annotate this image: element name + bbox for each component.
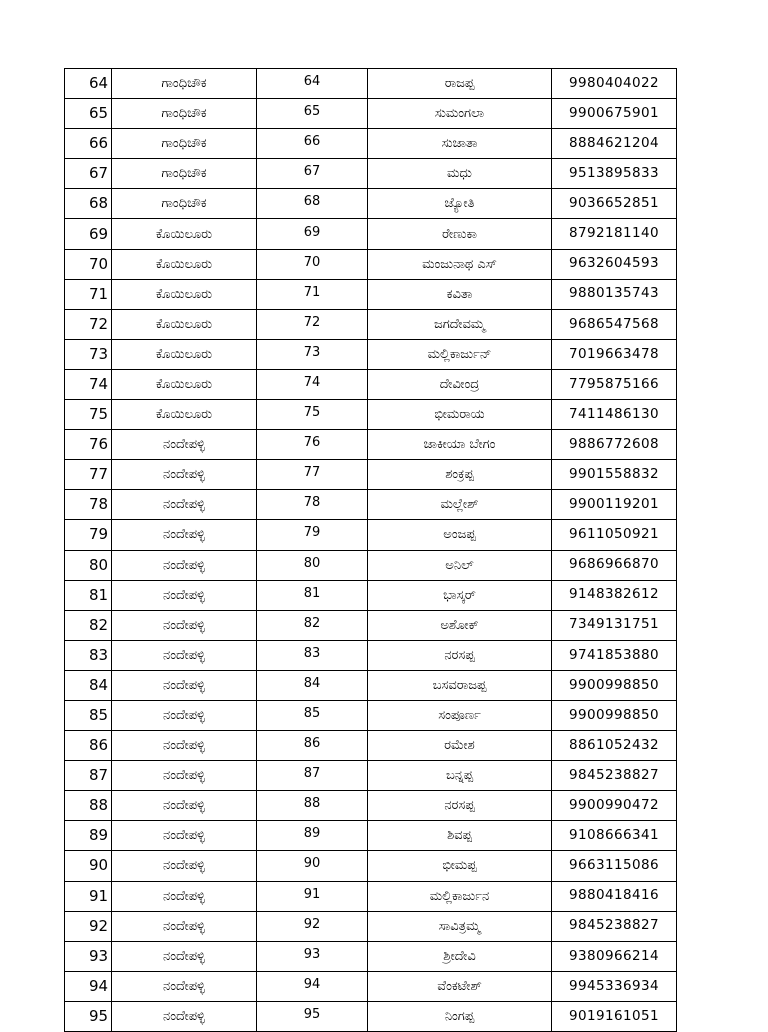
name-cell: ನರಸಪ್ಪ bbox=[368, 791, 552, 821]
phone-cell: 7349131751 bbox=[552, 610, 677, 640]
table-row bbox=[65, 851, 677, 881]
phone-cell: 9380966214 bbox=[552, 941, 677, 971]
number-cell: 90 bbox=[257, 851, 368, 881]
table-row bbox=[65, 881, 677, 911]
phone-cell: 9019161051 bbox=[552, 1001, 677, 1031]
phone-cell: 9945336934 bbox=[552, 971, 677, 1001]
number-cell: 66 bbox=[257, 129, 368, 159]
name-cell: ರೇಣುಕಾ bbox=[368, 219, 552, 249]
table-row bbox=[65, 189, 677, 219]
number-cell: 67 bbox=[257, 159, 368, 189]
village-cell: ನಂದೇಪಳ್ಳಿ bbox=[112, 881, 257, 911]
village-cell: ನಂದೇಪಳ್ಳಿ bbox=[112, 971, 257, 1001]
table-row bbox=[65, 791, 677, 821]
table-row bbox=[65, 219, 677, 249]
phone-cell: 9741853880 bbox=[552, 640, 677, 670]
table-row bbox=[65, 580, 677, 610]
name-cell: ಅಶೋಕ್ bbox=[368, 610, 552, 640]
phone-cell: 9513895833 bbox=[552, 159, 677, 189]
village-cell: ಗಾಂಧಿಚೌಕ bbox=[112, 69, 257, 99]
table-row bbox=[65, 640, 677, 670]
name-cell: ಮಲ್ಲೇಶ್ bbox=[368, 490, 552, 520]
table-row bbox=[65, 520, 677, 550]
table-row bbox=[65, 490, 677, 520]
name-cell: ಅನಿಲ್ bbox=[368, 550, 552, 580]
serial-number-cell: 73 bbox=[65, 339, 112, 369]
village-cell: ನಂದೇಪಳ್ಳಿ bbox=[112, 640, 257, 670]
village-cell: ನಂದೇಪಳ್ಳಿ bbox=[112, 670, 257, 700]
table-row bbox=[65, 731, 677, 761]
serial-number-cell: 69 bbox=[65, 219, 112, 249]
phone-cell: 9901558832 bbox=[552, 460, 677, 490]
number-cell: 86 bbox=[257, 731, 368, 761]
phone-cell: 9880418416 bbox=[552, 881, 677, 911]
table-row bbox=[65, 610, 677, 640]
serial-number-cell: 67 bbox=[65, 159, 112, 189]
village-cell: ನಂದೇಪಳ್ಳಿ bbox=[112, 791, 257, 821]
village-cell: ನಂದೇಪಳ್ಳಿ bbox=[112, 821, 257, 851]
phone-cell: 7795875166 bbox=[552, 369, 677, 399]
village-cell: ಕೊಯಿಲೂರು bbox=[112, 249, 257, 279]
village-cell: ಗಾಂಧಿಚೌಕ bbox=[112, 99, 257, 129]
name-cell: ಮಲ್ಲಿಕಾರ್ಜುನ್ bbox=[368, 339, 552, 369]
serial-number-cell: 85 bbox=[65, 700, 112, 730]
serial-number-cell: 68 bbox=[65, 189, 112, 219]
phone-cell: 9900998850 bbox=[552, 670, 677, 700]
number-cell: 76 bbox=[257, 430, 368, 460]
phone-cell: 9036652851 bbox=[552, 189, 677, 219]
serial-number-cell: 65 bbox=[65, 99, 112, 129]
name-cell: ನಿಂಗಪ್ಪ bbox=[368, 1001, 552, 1031]
phone-cell: 9900119201 bbox=[552, 490, 677, 520]
name-cell: ಬಸವರಾಜಪ್ಪ bbox=[368, 670, 552, 700]
name-cell: ರಮೇಶ bbox=[368, 731, 552, 761]
serial-number-cell: 79 bbox=[65, 520, 112, 550]
village-cell: ನಂದೇಪಳ್ಳಿ bbox=[112, 550, 257, 580]
phone-cell: 8792181140 bbox=[552, 219, 677, 249]
beneficiary-table bbox=[64, 68, 677, 1032]
table-row bbox=[65, 69, 677, 99]
serial-number-cell: 81 bbox=[65, 580, 112, 610]
name-cell: ಜ್ಯೋತಿ bbox=[368, 189, 552, 219]
name-cell: ಮಲ್ಲಿಕಾರ್ಜುನ bbox=[368, 881, 552, 911]
table-row bbox=[65, 971, 677, 1001]
village-cell: ನಂದೇಪಳ್ಳಿ bbox=[112, 580, 257, 610]
phone-cell: 9900998850 bbox=[552, 700, 677, 730]
village-cell: ನಂದೇಪಳ್ಳಿ bbox=[112, 460, 257, 490]
village-cell: ನಂದೇಪಳ್ಳಿ bbox=[112, 851, 257, 881]
number-cell: 83 bbox=[257, 640, 368, 670]
table-row bbox=[65, 821, 677, 851]
name-cell: ಭಾಸ್ಕರ್ bbox=[368, 580, 552, 610]
serial-number-cell: 77 bbox=[65, 460, 112, 490]
table-row bbox=[65, 670, 677, 700]
serial-number-cell: 64 bbox=[65, 69, 112, 99]
serial-number-cell: 71 bbox=[65, 279, 112, 309]
name-cell: ರಾಜಪ್ಪ bbox=[368, 69, 552, 99]
village-cell: ನಂದೇಪಳ್ಳಿ bbox=[112, 700, 257, 730]
table-row bbox=[65, 279, 677, 309]
serial-number-cell: 87 bbox=[65, 761, 112, 791]
number-cell: 93 bbox=[257, 941, 368, 971]
phone-cell: 9108666341 bbox=[552, 821, 677, 851]
name-cell: ಅಂಜಪ್ಪ bbox=[368, 520, 552, 550]
name-cell: ಶ್ರೀದೇವಿ bbox=[368, 941, 552, 971]
table-row bbox=[65, 309, 677, 339]
village-cell: ಕೊಯಿಲೂರು bbox=[112, 219, 257, 249]
table-row bbox=[65, 400, 677, 430]
serial-number-cell: 78 bbox=[65, 490, 112, 520]
serial-number-cell: 74 bbox=[65, 369, 112, 399]
table-row bbox=[65, 249, 677, 279]
phone-cell: 9611050921 bbox=[552, 520, 677, 550]
number-cell: 79 bbox=[257, 520, 368, 550]
number-cell: 72 bbox=[257, 309, 368, 339]
table-row bbox=[65, 911, 677, 941]
village-cell: ಕೊಯಿಲೂರು bbox=[112, 369, 257, 399]
village-cell: ನಂದೇಪಳ್ಳಿ bbox=[112, 490, 257, 520]
table-row bbox=[65, 129, 677, 159]
serial-number-cell: 83 bbox=[65, 640, 112, 670]
number-cell: 89 bbox=[257, 821, 368, 851]
village-cell: ಕೊಯಿಲೂರು bbox=[112, 339, 257, 369]
phone-cell: 9686966870 bbox=[552, 550, 677, 580]
number-cell: 74 bbox=[257, 369, 368, 399]
village-cell: ನಂದೇಪಳ್ಳಿ bbox=[112, 761, 257, 791]
table-row bbox=[65, 761, 677, 791]
phone-cell: 9900675901 bbox=[552, 99, 677, 129]
serial-number-cell: 86 bbox=[65, 731, 112, 761]
table-row bbox=[65, 369, 677, 399]
phone-cell: 7411486130 bbox=[552, 400, 677, 430]
number-cell: 75 bbox=[257, 400, 368, 430]
phone-cell: 9880135743 bbox=[552, 279, 677, 309]
table-row bbox=[65, 700, 677, 730]
number-cell: 84 bbox=[257, 670, 368, 700]
serial-number-cell: 84 bbox=[65, 670, 112, 700]
table-row bbox=[65, 159, 677, 189]
phone-cell: 9845238827 bbox=[552, 911, 677, 941]
serial-number-cell: 90 bbox=[65, 851, 112, 881]
phone-cell: 9900990472 bbox=[552, 791, 677, 821]
phone-cell: 9886772608 bbox=[552, 430, 677, 460]
number-cell: 94 bbox=[257, 971, 368, 1001]
number-cell: 82 bbox=[257, 610, 368, 640]
table-row bbox=[65, 339, 677, 369]
name-cell: ಮಧು bbox=[368, 159, 552, 189]
serial-number-cell: 94 bbox=[65, 971, 112, 1001]
village-cell: ಗಾಂಧಿಚೌಕ bbox=[112, 189, 257, 219]
serial-number-cell: 72 bbox=[65, 309, 112, 339]
serial-number-cell: 75 bbox=[65, 400, 112, 430]
number-cell: 95 bbox=[257, 1001, 368, 1031]
serial-number-cell: 88 bbox=[65, 791, 112, 821]
name-cell: ಸುಮಂಗಲಾ bbox=[368, 99, 552, 129]
table-row bbox=[65, 1001, 677, 1031]
number-cell: 78 bbox=[257, 490, 368, 520]
name-cell: ಕವಿತಾ bbox=[368, 279, 552, 309]
phone-cell: 9980404022 bbox=[552, 69, 677, 99]
name-cell: ನರಸಪ್ಪ bbox=[368, 640, 552, 670]
serial-number-cell: 76 bbox=[65, 430, 112, 460]
phone-cell: 9632604593 bbox=[552, 249, 677, 279]
number-cell: 85 bbox=[257, 700, 368, 730]
table-row bbox=[65, 941, 677, 971]
village-cell: ನಂದೇಪಳ್ಳಿ bbox=[112, 941, 257, 971]
table-body bbox=[65, 69, 677, 1032]
table-row bbox=[65, 550, 677, 580]
name-cell: ಮಂಜುನಾಥ ಎಸ್ bbox=[368, 249, 552, 279]
number-cell: 71 bbox=[257, 279, 368, 309]
number-cell: 65 bbox=[257, 99, 368, 129]
village-cell: ಗಾಂಧಿಚೌಕ bbox=[112, 159, 257, 189]
number-cell: 88 bbox=[257, 791, 368, 821]
number-cell: 91 bbox=[257, 881, 368, 911]
table-row bbox=[65, 460, 677, 490]
number-cell: 80 bbox=[257, 550, 368, 580]
phone-cell: 9148382612 bbox=[552, 580, 677, 610]
serial-number-cell: 89 bbox=[65, 821, 112, 851]
name-cell: ಸಂಪೂರ್ಣ bbox=[368, 700, 552, 730]
village-cell: ನಂದೇಪಳ್ಳಿ bbox=[112, 430, 257, 460]
serial-number-cell: 80 bbox=[65, 550, 112, 580]
number-cell: 68 bbox=[257, 189, 368, 219]
name-cell: ಸಾವಿತ್ರಮ್ಮ bbox=[368, 911, 552, 941]
name-cell: ದೇವೀಂದ್ರ bbox=[368, 369, 552, 399]
village-cell: ನಂದೇಪಳ್ಳಿ bbox=[112, 911, 257, 941]
name-cell: ಸುಜಾತಾ bbox=[368, 129, 552, 159]
serial-number-cell: 82 bbox=[65, 610, 112, 640]
village-cell: ನಂದೇಪಳ್ಳಿ bbox=[112, 731, 257, 761]
name-cell: ಶಿವಪ್ಪ bbox=[368, 821, 552, 851]
table-row bbox=[65, 430, 677, 460]
phone-cell: 9663115086 bbox=[552, 851, 677, 881]
name-cell: ಶಂಕ್ರಪ್ಪ bbox=[368, 460, 552, 490]
serial-number-cell: 70 bbox=[65, 249, 112, 279]
phone-cell: 8884621204 bbox=[552, 129, 677, 159]
village-cell: ನಂದೇಪಳ್ಳಿ bbox=[112, 1001, 257, 1031]
serial-number-cell: 91 bbox=[65, 881, 112, 911]
serial-number-cell: 95 bbox=[65, 1001, 112, 1031]
village-cell: ಕೊಯಿಲೂರು bbox=[112, 279, 257, 309]
name-cell: ಜಗದೇವಮ್ಮ bbox=[368, 309, 552, 339]
name-cell: ವೆಂಕಟೇಶ್ bbox=[368, 971, 552, 1001]
village-cell: ಕೊಯಿಲೂರು bbox=[112, 309, 257, 339]
number-cell: 92 bbox=[257, 911, 368, 941]
number-cell: 77 bbox=[257, 460, 368, 490]
number-cell: 73 bbox=[257, 339, 368, 369]
number-cell: 70 bbox=[257, 249, 368, 279]
number-cell: 81 bbox=[257, 580, 368, 610]
phone-cell: 7019663478 bbox=[552, 339, 677, 369]
village-cell: ನಂದೇಪಳ್ಳಿ bbox=[112, 610, 257, 640]
name-cell: ಭೀಮಪ್ಪ bbox=[368, 851, 552, 881]
phone-cell: 9845238827 bbox=[552, 761, 677, 791]
village-cell: ನಂದೇಪಳ್ಳಿ bbox=[112, 520, 257, 550]
village-cell: ಕೊಯಿಲೂರು bbox=[112, 400, 257, 430]
name-cell: ಜಾಕೀಯಾ ಬೇಗಂ bbox=[368, 430, 552, 460]
number-cell: 87 bbox=[257, 761, 368, 791]
serial-number-cell: 93 bbox=[65, 941, 112, 971]
number-cell: 69 bbox=[257, 219, 368, 249]
name-cell: ಬನ್ನಪ್ಪ bbox=[368, 761, 552, 791]
phone-cell: 9686547568 bbox=[552, 309, 677, 339]
phone-cell: 8861052432 bbox=[552, 731, 677, 761]
village-cell: ಗಾಂಧಿಚೌಕ bbox=[112, 129, 257, 159]
name-cell: ಭೀಮರಾಯ bbox=[368, 400, 552, 430]
serial-number-cell: 92 bbox=[65, 911, 112, 941]
serial-number-cell: 66 bbox=[65, 129, 112, 159]
number-cell: 64 bbox=[257, 69, 368, 99]
table-row bbox=[65, 99, 677, 129]
